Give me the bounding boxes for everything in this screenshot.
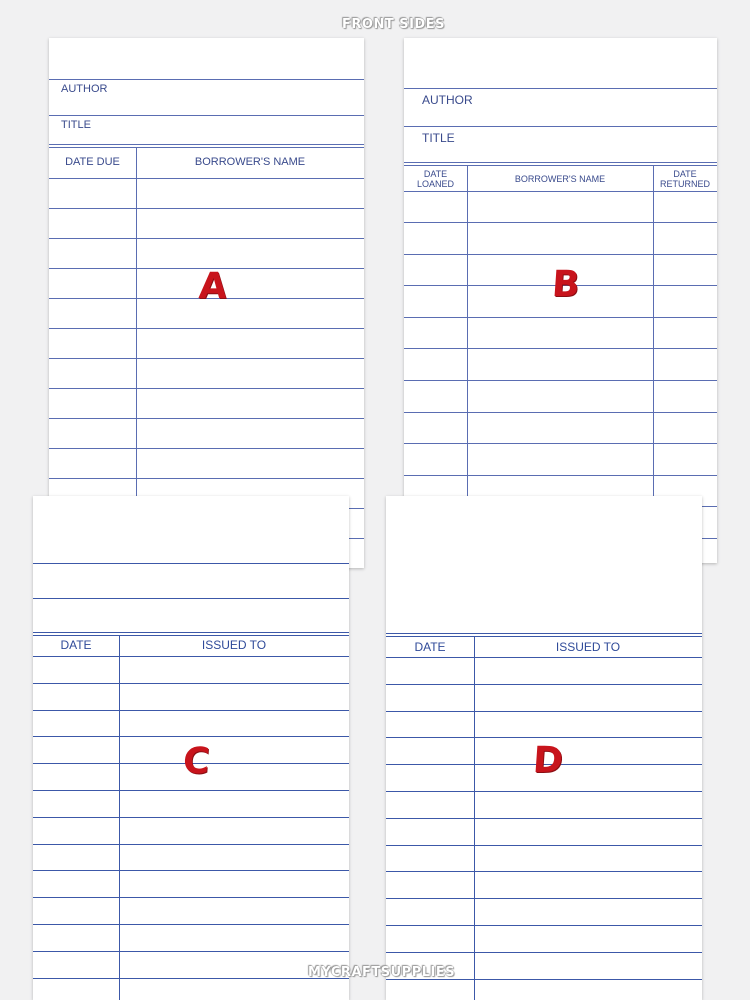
rule <box>33 598 349 599</box>
column-header-date: DATE <box>414 640 446 654</box>
column-header-date: DATE <box>60 638 92 652</box>
rule <box>49 115 364 116</box>
column-header-issued-to: ISSUED TO <box>201 638 267 652</box>
header-rule <box>49 144 364 148</box>
row-rule <box>49 208 364 209</box>
row-rule <box>49 448 364 449</box>
row-rule <box>386 684 702 685</box>
row-rule <box>404 475 717 476</box>
card-b <box>404 38 717 563</box>
card-letter-c: C <box>181 741 211 782</box>
column-header-borrowers-name: BORROWER'S NAME <box>194 156 306 168</box>
header-rule <box>33 632 349 636</box>
row-rule <box>33 897 349 898</box>
row-rule <box>386 845 702 846</box>
row-rule <box>404 443 717 444</box>
row-rule <box>49 388 364 389</box>
row-rule <box>49 358 364 359</box>
rule <box>49 79 364 80</box>
row-rule <box>404 254 717 255</box>
row-rule <box>386 925 702 926</box>
row-rule <box>33 817 349 818</box>
row-rule <box>404 317 717 318</box>
author-label: AUTHOR <box>422 93 473 107</box>
row-rule <box>386 952 702 953</box>
row-rule <box>386 818 702 819</box>
column-header-date-due: DATE DUE <box>65 156 120 168</box>
row-rule <box>33 656 349 657</box>
column-header-issued-to: ISSUED TO <box>555 640 621 654</box>
card-a <box>49 38 364 568</box>
row-rule <box>33 870 349 871</box>
column-header-date-returned: DATE RETURNED <box>659 169 710 189</box>
title-label: TITLE <box>422 131 455 145</box>
brand-watermark: MYCRAFTSUPPLIES <box>308 965 456 980</box>
card-letter-d: D <box>531 740 565 781</box>
card-d <box>386 496 702 1000</box>
row-rule <box>33 790 349 791</box>
row-rule <box>33 978 349 979</box>
row-rule <box>404 412 717 413</box>
row-rule <box>404 348 717 349</box>
row-rule <box>386 657 702 658</box>
rule <box>404 88 717 89</box>
row-rule <box>404 380 717 381</box>
row-rule <box>49 328 364 329</box>
column-header-borrowers-name: BORROWER'S NAME <box>514 174 606 184</box>
rule <box>33 563 349 564</box>
title-label: TITLE <box>61 119 91 131</box>
row-rule <box>386 791 702 792</box>
card-letter-b: B <box>550 264 581 305</box>
row-rule <box>49 178 364 179</box>
card-letter-a: A <box>197 266 229 307</box>
rule <box>404 191 717 192</box>
column-header-date-loaned: DATE LOANED <box>416 169 454 189</box>
row-rule <box>386 871 702 872</box>
row-rule <box>33 924 349 925</box>
header-rule <box>386 633 702 637</box>
front-sides-heading: FRONT SIDES <box>342 17 445 32</box>
row-rule <box>33 951 349 952</box>
row-rule <box>33 683 349 684</box>
row-rule <box>33 736 349 737</box>
row-rule <box>386 711 702 712</box>
column-divider <box>119 636 120 1000</box>
row-rule <box>49 418 364 419</box>
row-rule <box>386 737 702 738</box>
row-rule <box>49 478 364 479</box>
row-rule <box>49 238 364 239</box>
card-c <box>33 496 349 1000</box>
rule <box>404 126 717 127</box>
row-rule <box>386 898 702 899</box>
row-rule <box>33 844 349 845</box>
row-rule <box>33 710 349 711</box>
author-label: AUTHOR <box>61 83 108 95</box>
header-rule <box>404 162 717 166</box>
row-rule <box>404 222 717 223</box>
